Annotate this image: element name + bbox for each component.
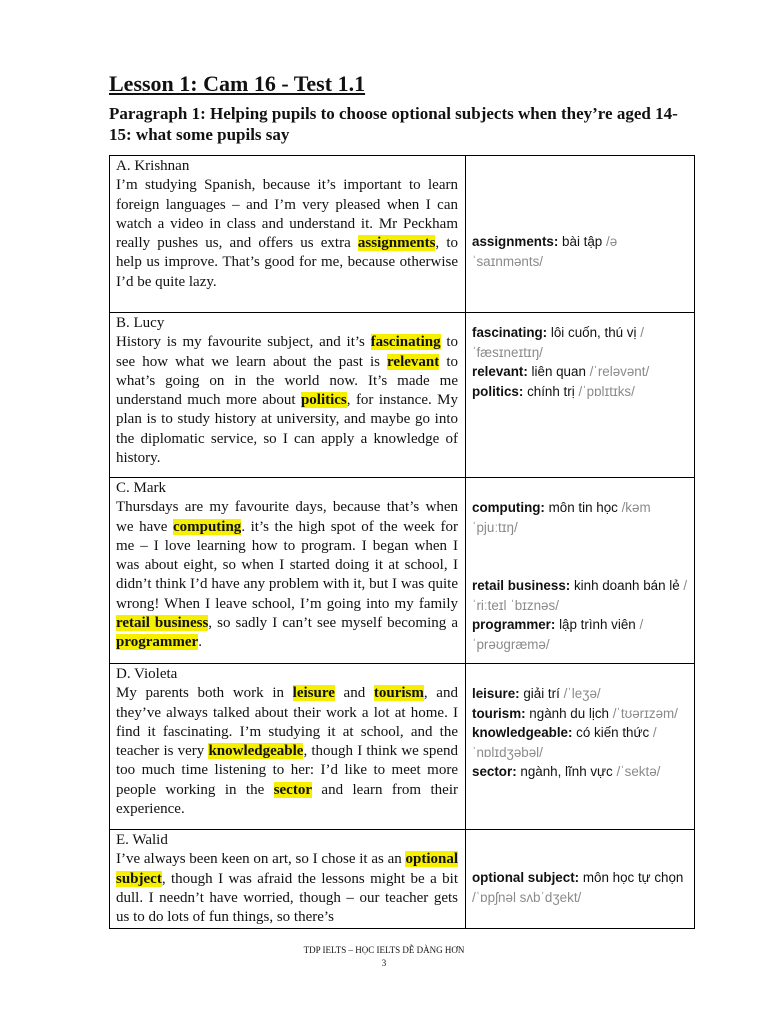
vocab-pronunciation: /ˈsektə/ (616, 764, 661, 779)
vocab-meaning: ngành du lịch (525, 705, 609, 721)
passage-segment: My parents both work in (116, 685, 293, 702)
highlighted-term: computing (172, 518, 242, 535)
passage-segment: to see how what we learn about the past is (116, 334, 458, 370)
vocab-meaning: bài tập (558, 234, 603, 249)
vocab-meaning: ngành, lĩnh vực (516, 764, 613, 779)
vocab-item (472, 684, 688, 704)
speaker-name: C. Mark (116, 480, 166, 496)
vocab-word: assignments: (472, 234, 559, 249)
passage-segment: I’ve always been keen on art, so I chose it as an (116, 851, 406, 868)
vocab-word: fascinating: (472, 325, 548, 340)
table-row (110, 156, 695, 313)
footer-text: TDP IELTS – HỌC IELTS DỄ DÀNG HƠN (303, 945, 465, 955)
vocab-meaning: chính trị (523, 383, 575, 399)
vocab-word: tourism: (472, 705, 526, 721)
passage-segment: , for instance. My plan is to study history at university, and maybe go into the diplomatic service, so I can apply a knowledge of history. (116, 392, 458, 467)
vocab-word: politics: (472, 383, 524, 399)
vocab-pronunciation: /ˈfæsɪneɪtɪŋ/ (472, 325, 644, 360)
passage-segment: . it’s the high spot of the week for me – I love learning how to program. I began when I was about eight, so when I started doing it at school, I didn’t think I’d have any problem with it, but I was quite wrong! When I leave school, I’m going into my family (116, 518, 458, 612)
vocab-word: programmer: (472, 617, 556, 632)
vocab-meaning: lập trình viên (555, 617, 636, 632)
highlighted-term: relevant (387, 353, 440, 370)
vocab-meaning: giải trí (519, 686, 560, 701)
highlighted-term: sector (273, 781, 312, 798)
vocab-word: knowledgeable: (472, 725, 573, 740)
vocab-meaning: lôi cuốn, thú vị (547, 325, 637, 340)
table-row (110, 664, 695, 830)
vocab-item (472, 362, 688, 382)
vocab-word: computing: (472, 500, 545, 515)
vocab-word: retail business: (472, 578, 571, 593)
passage-segment: and (334, 685, 374, 702)
vocab-pronunciation: /ˈleʒə/ (563, 686, 601, 701)
passage-text (116, 333, 458, 468)
passage-text (116, 850, 458, 927)
vocab-cell (466, 313, 695, 478)
table-row (110, 313, 695, 478)
passage-segment: , though I was afraid the lessons might be a bit dull. I needn’t have worried, though – our teacher gets us to do lots of fun things, so there’s (116, 870, 458, 926)
speaker-name: E. Walid (116, 832, 168, 848)
vocab-cell (466, 830, 695, 929)
vocab-pronunciation: /ˈriːteɪl ˈbɪznəs/ (472, 578, 688, 613)
speaker-name: A. Krishnan (116, 158, 190, 174)
vocab-word: leisure: (472, 686, 520, 701)
vocab-meaning: có kiến thức (572, 725, 650, 740)
vocab-word: relevant: (472, 364, 528, 379)
vocab-word: sector: (472, 764, 517, 779)
passage-segment: , though I think we spend too much time listening to her: I’d like to meet more people working in the (116, 743, 458, 798)
highlighted-term: optional (405, 851, 458, 868)
vocab-pronunciation: /ˈtʊərɪzəm/ (612, 705, 678, 721)
highlighted-term: assignments (357, 235, 436, 252)
passage-cell (110, 156, 466, 313)
vocab-meaning: môn học tự chọn (579, 870, 684, 885)
passage-text (116, 176, 458, 292)
highlighted-term: politics (300, 392, 347, 409)
passage-segment: and learn from their experience. (116, 781, 458, 818)
vocab-pronunciation: /ˈnɒlɪdʒəbəl/ (472, 725, 657, 760)
vocab-meaning: liên quan (527, 364, 586, 379)
highlighted-term: retail business (116, 615, 209, 632)
vocab-cell (466, 156, 695, 313)
passage-cell (110, 664, 466, 830)
vocab-item (472, 762, 688, 782)
vocab-item (472, 232, 688, 271)
table-row (110, 478, 695, 664)
vocab-item (472, 615, 688, 654)
speaker-name: B. Lucy (116, 315, 165, 331)
vocabulary-table (109, 155, 695, 929)
highlighted-term: fascinating (370, 334, 441, 351)
vocab-item (472, 323, 688, 362)
vocab-item (472, 723, 688, 762)
vocab-meaning: kinh doanh bán lẻ (570, 578, 680, 593)
passage-segment: , so sadly I can’t see myself becoming a (208, 615, 458, 632)
vocab-cell (466, 478, 695, 664)
vocab-pronunciation: /əˈsaɪnmənts/ (472, 234, 618, 269)
passage-cell (110, 830, 466, 929)
vocab-meaning: môn tin học (544, 500, 618, 515)
vocab-pronunciation: /kəmˈpjuːtɪŋ/ (472, 500, 651, 535)
vocab-item (472, 498, 688, 537)
vocab-pronunciation: /ˈprəʊɡræmə/ (472, 617, 644, 652)
vocab-item (472, 382, 688, 402)
vocab-cell (466, 664, 695, 830)
vocab-pronunciation: /ˈreləvənt/ (589, 364, 650, 379)
passage-segment: . (198, 634, 202, 651)
lesson-title: Lesson 1: Cam 16 - Test 1.1 (109, 71, 366, 96)
highlighted-term: leisure (292, 685, 335, 702)
passage-segment: , to help us improve. That’s good for me, because otherwise I’d be quite lazy. (116, 235, 459, 290)
passage-text (116, 684, 458, 819)
passage-segment: Thursdays are my favourite days, because that’s when we have (116, 499, 458, 535)
vocab-item (472, 704, 688, 724)
passage-cell (110, 478, 466, 664)
paragraph-title: Paragraph 1: Helping pupils to choose optional subjects when they’re aged 14-15: what some pupils say (109, 104, 678, 144)
vocab-word: optional subject: (472, 870, 580, 885)
highlighted-term: knowledgeable (208, 743, 304, 760)
passage-segment: to what’s going on in the world now. It’s made me understand much more about (116, 353, 459, 409)
highlighted-term: tourism (373, 685, 424, 702)
vocab-item (472, 868, 688, 907)
page-number: 3 (381, 958, 387, 968)
passage-cell (110, 313, 466, 478)
vocab-item (472, 576, 688, 615)
speaker-name: D. Violeta (116, 666, 178, 682)
passage-segment: I’m studying Spanish, because it’s important to learn foreign languages – and I’m very pleased when I can watch a video in class and understand it. Mr Peckham really pushes us, and offers us extra (116, 177, 458, 252)
vocab-pronunciation: /ˈɒpʃnəl sʌbˈdʒekt/ (472, 889, 582, 905)
passage-segment: History is my favourite subject, and it’s (116, 334, 371, 351)
passage-segment: , and they’ve always talked about their work a lot at home. I find it fascinating. I’m studying it at school, and the teacher is very (116, 685, 458, 760)
highlighted-term: programmer (116, 634, 199, 651)
table-row (110, 830, 695, 929)
highlighted-term: subject (116, 870, 162, 887)
vocab-pronunciation: /ˈpɒlɪtɪks/ (578, 383, 635, 399)
passage-text (116, 498, 458, 652)
